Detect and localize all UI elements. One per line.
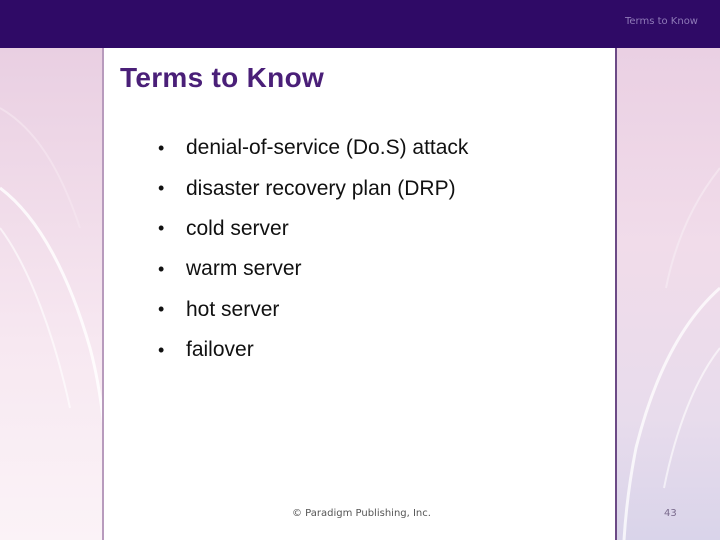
header-label: Terms to Know — [624, 16, 698, 27]
header-band — [0, 0, 720, 48]
list-item — [158, 128, 468, 168]
term-text: cold server — [186, 216, 289, 240]
term-text: hot server — [186, 297, 280, 321]
list-item — [158, 249, 468, 289]
left-divider — [102, 48, 104, 540]
term-text: failover — [186, 338, 254, 362]
list-item — [158, 209, 468, 249]
term-text: warm server — [186, 257, 302, 281]
bullet-icon: • — [158, 218, 165, 239]
slide-title: Terms to Know — [120, 62, 325, 93]
bullet-icon: • — [158, 299, 165, 320]
terms-bullet-list — [158, 128, 468, 370]
left-decorative-panel — [0, 48, 104, 540]
list-item — [158, 168, 468, 208]
list-item — [158, 330, 468, 370]
bullet-icon: • — [158, 339, 165, 360]
right-swirl-decoration — [616, 48, 720, 540]
term-text: denial-of-service (Do.S) attack — [186, 136, 469, 160]
term-text: disaster recovery plan (DRP) — [186, 176, 456, 200]
list-item — [158, 290, 468, 330]
bullet-icon: • — [158, 137, 165, 158]
copyright-footer: © Paradigm Publishing, Inc. — [292, 508, 431, 519]
right-decorative-panel — [616, 48, 720, 540]
bullet-icon: • — [158, 178, 165, 199]
bullet-icon: • — [158, 258, 165, 279]
right-divider — [615, 48, 617, 540]
left-swirl-decoration — [0, 48, 104, 540]
page-number: 43 — [664, 508, 677, 519]
